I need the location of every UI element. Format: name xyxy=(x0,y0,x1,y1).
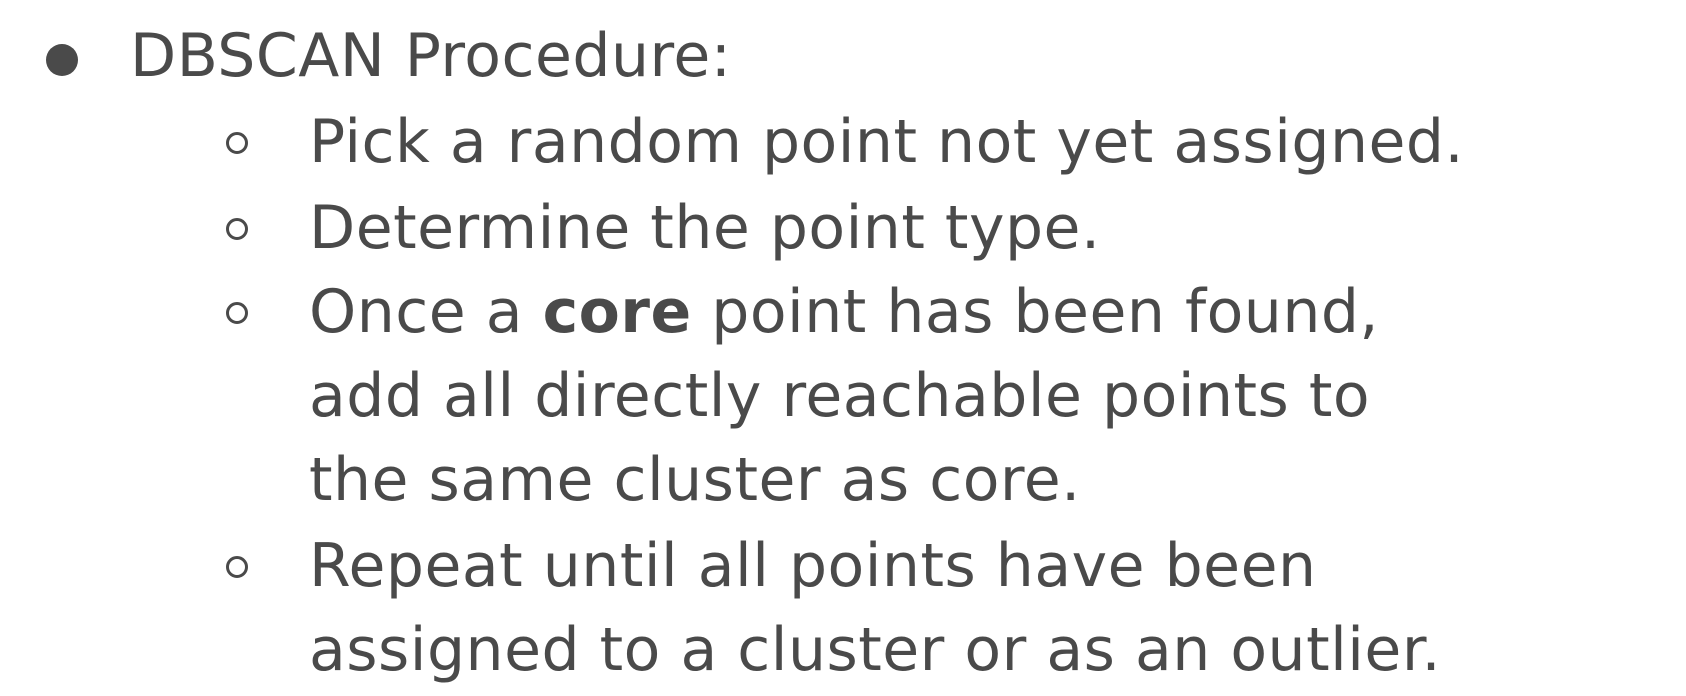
step-3-text-before: Once a xyxy=(309,277,543,347)
main-bullet-icon xyxy=(46,44,78,76)
sub-bullet-icon xyxy=(226,556,248,578)
step-3-line-3: the same cluster as core. xyxy=(309,445,1081,515)
step-3-line-2: add all directly reachable points to xyxy=(309,361,1371,431)
sub-bullet-icon xyxy=(226,218,248,240)
step-2-line-1: Determine the point type. xyxy=(309,193,1101,263)
step-4-line-1: Repeat until all points have been xyxy=(309,531,1317,601)
sub-bullet-icon xyxy=(226,302,248,324)
step-3-text-after: point has been found, xyxy=(691,277,1380,347)
sub-bullet-icon xyxy=(226,132,248,154)
step-3-line-1 xyxy=(309,270,1379,354)
step-1-line-1: Pick a random point not yet assigned. xyxy=(309,107,1465,177)
main-bullet-label: DBSCAN Procedure: xyxy=(130,21,732,91)
step-4-line-2: assigned to a cluster or as an outlier. xyxy=(309,615,1442,685)
step-3-bold-core: core xyxy=(542,277,692,347)
